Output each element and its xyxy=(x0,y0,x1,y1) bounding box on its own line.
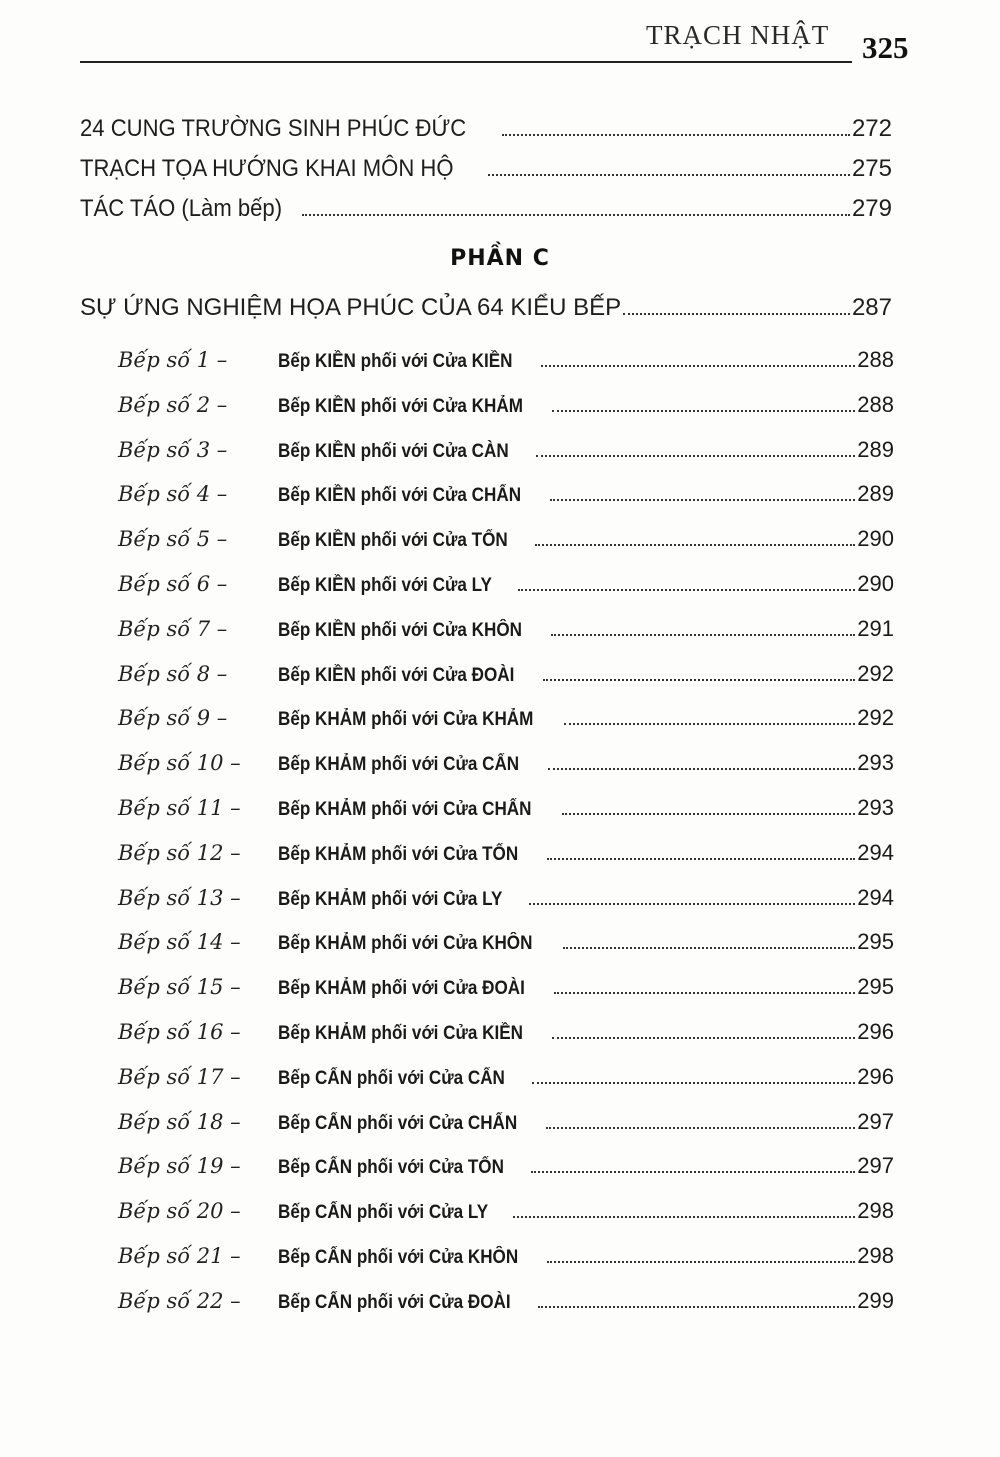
toc-entry xyxy=(118,1288,894,1314)
entry-page: 296 xyxy=(857,1019,894,1044)
entry-title: Bếp KIỀN phối với Cửa ĐOÀI xyxy=(278,664,515,686)
entry-title: Bếp KHẢM phối với Cửa TỐN xyxy=(278,843,519,865)
entry-page: 293 xyxy=(857,750,894,776)
entry-title: Bếp KIỀN phối với Cửa CHẤN xyxy=(278,485,522,507)
dot-leader xyxy=(623,313,850,315)
dot-leader xyxy=(552,1037,855,1039)
section-title-entry xyxy=(80,294,892,322)
entry-page: 297 xyxy=(857,1153,894,1179)
toc-entry xyxy=(80,195,892,223)
dot-leader xyxy=(532,1082,855,1084)
dot-leader xyxy=(563,947,856,949)
entry-page: 292 xyxy=(857,660,894,686)
dot-leader xyxy=(547,858,855,860)
entry-title: Bếp KIỀN phối với Cửa TỐN xyxy=(278,530,508,552)
toc-entry xyxy=(118,1153,894,1179)
entry-number: Bếp số 16 – xyxy=(118,1020,241,1044)
dot-leader xyxy=(488,174,850,176)
running-title: TRẠCH NHẬT xyxy=(646,20,830,50)
entry-number: Bếp số 14 – xyxy=(118,930,241,955)
toc-entry-title: 24 CUNG TRƯỜNG SINH PHÚC ĐỨC xyxy=(80,115,467,142)
page-number: 325 xyxy=(862,30,909,65)
toc-entry-page: 279 xyxy=(851,195,892,222)
entry-title: Bếp KIỀN phối với Cửa CÀN xyxy=(278,440,509,462)
dot-leader xyxy=(531,1171,855,1173)
toc-entry xyxy=(118,526,894,552)
entry-title: Bếp KHẢM phối với Cửa KHÔN xyxy=(278,933,533,955)
entry-title: Bếp KIỀN phối với Cửa KHÔN xyxy=(278,619,523,641)
entry-number: Bếp số 13 – xyxy=(118,885,241,910)
toc-entry-title: TRẠCH TỌA HƯỚNG KHAI MÔN HỘ xyxy=(80,155,454,182)
dot-leader xyxy=(562,813,856,815)
dot-leader xyxy=(536,455,855,457)
toc-entry xyxy=(118,974,894,1000)
entry-title: Bếp CẤN phối với Cửa TỐN xyxy=(278,1157,504,1179)
entry-title: Bếp KHẢM phối với Cửa CẤN xyxy=(278,754,520,776)
toc-entry xyxy=(118,437,894,463)
entry-title: Bếp CẤN phối với Cửa CẤN xyxy=(278,1067,505,1089)
entry-title: Bếp CẤN phối với Cửa ĐOÀI xyxy=(278,1291,511,1313)
entry-page: 291 xyxy=(857,615,894,641)
entry-title: Bếp KHẢM phối với Cửa KIỀN xyxy=(278,1023,523,1044)
entry-page: 296 xyxy=(857,1063,894,1089)
toc-entry xyxy=(80,115,892,143)
dot-leader xyxy=(535,544,855,546)
dot-leader xyxy=(546,1127,855,1129)
entry-number: Bếp số 17 – xyxy=(118,1064,241,1089)
entry-title: Bếp KIỀN phối với Cửa KIỀN xyxy=(278,351,513,372)
entry-page: 295 xyxy=(857,974,894,1000)
toc-entry xyxy=(118,705,894,731)
toc-entry-page: 275 xyxy=(851,155,892,182)
toc-entry xyxy=(118,750,894,776)
section-page: 287 xyxy=(851,294,892,321)
dot-leader xyxy=(547,1261,855,1263)
entry-page: 295 xyxy=(857,929,894,955)
entry-page: 288 xyxy=(857,391,894,417)
entry-page: 298 xyxy=(857,1243,894,1268)
entry-title: Bếp KHẢM phối với Cửa ĐOÀI xyxy=(278,978,525,1000)
entry-title: Bếp KHẢM phối với Cửa CHẤN xyxy=(278,799,532,820)
toc-entry xyxy=(118,1019,894,1045)
entry-page: 298 xyxy=(857,1198,894,1224)
entry-page: 289 xyxy=(857,481,894,507)
entry-number: Bếp số 18 – xyxy=(118,1109,241,1134)
entry-number: Bếp số 1 – xyxy=(118,348,228,372)
toc-entry-page: 272 xyxy=(851,115,892,142)
entry-page: 299 xyxy=(857,1287,894,1313)
entry-number: Bếp số 10 – xyxy=(118,751,241,776)
dot-leader xyxy=(513,1216,855,1218)
entry-number: Bếp số 12 – xyxy=(118,840,241,865)
entry-title: Bếp CẤN phối với Cửa KHÔN xyxy=(278,1247,519,1268)
entry-title: Bếp KIỀN phối với Cửa LY xyxy=(278,575,492,596)
entry-page: 288 xyxy=(857,347,894,372)
toc-entry xyxy=(118,795,894,821)
entry-title: Bếp KHẢM phối với Cửa LY xyxy=(278,888,503,910)
dot-leader xyxy=(502,134,850,136)
entry-page: 294 xyxy=(857,884,894,910)
dot-leader xyxy=(538,1306,855,1308)
toc-entry xyxy=(118,616,894,642)
entry-number: Bếp số 15 – xyxy=(118,975,241,1000)
entry-page: 290 xyxy=(857,571,894,596)
toc-entry-title: TÁC TÁO (Làm bếp) xyxy=(80,195,283,222)
toc-entry xyxy=(118,1064,894,1090)
entry-number: Bếp số 6 – xyxy=(118,572,228,596)
dot-leader xyxy=(541,365,856,367)
entry-number: Bếp số 4 – xyxy=(118,482,228,507)
dot-leader xyxy=(554,992,855,994)
entry-title: Bếp KIỀN phối với Cửa KHẢM xyxy=(278,395,523,417)
toc-entry xyxy=(80,155,892,183)
toc-entry xyxy=(118,840,894,866)
dot-leader xyxy=(543,679,856,681)
entry-page: 293 xyxy=(857,795,894,820)
header-rule xyxy=(80,61,852,63)
section-title: SỰ ỨNG NGHIỆM HỌA PHÚC CỦA 64 KIỂU BẾP xyxy=(80,294,622,321)
entry-number: Bếp số 19 – xyxy=(118,1154,241,1179)
entry-number: Bếp số 20 – xyxy=(118,1199,241,1224)
entry-number: Bếp số 2 – xyxy=(118,392,228,417)
toc-entry xyxy=(118,1243,894,1269)
toc-entry xyxy=(118,571,894,597)
entry-number: Bếp số 22 – xyxy=(118,1288,241,1313)
dot-leader xyxy=(529,903,855,905)
toc-entry xyxy=(118,481,894,507)
entry-page: 289 xyxy=(857,436,894,462)
entry-number: Bếp số 3 – xyxy=(118,437,228,462)
toc-entry xyxy=(118,661,894,687)
dot-leader xyxy=(551,634,855,636)
entry-number: Bếp số 8 – xyxy=(118,661,228,686)
dot-leader xyxy=(548,768,855,770)
toc-entry xyxy=(118,392,894,418)
dot-leader xyxy=(552,410,855,412)
entry-title: Bếp CẤN phối với Cửa LY xyxy=(278,1202,489,1224)
entry-page: 297 xyxy=(857,1108,894,1134)
entry-number: Bếp số 7 – xyxy=(118,616,228,641)
toc-entry xyxy=(118,347,894,373)
entry-page: 290 xyxy=(857,526,894,552)
entry-number: Bếp số 5 – xyxy=(118,527,228,552)
toc-entry xyxy=(118,1109,894,1135)
entry-title: Bếp KHẢM phối với Cửa KHẢM xyxy=(278,709,534,731)
toc-entry xyxy=(118,929,894,955)
entry-page: 294 xyxy=(857,839,894,865)
entry-page: 292 xyxy=(857,705,894,731)
dot-leader xyxy=(518,589,856,591)
toc-entry xyxy=(118,1198,894,1224)
section-heading: PHẦN C xyxy=(450,246,550,271)
toc-entry xyxy=(118,885,894,911)
entry-number: Bếp số 11 – xyxy=(118,796,241,820)
entry-number: Bếp số 9 – xyxy=(118,706,228,731)
entry-number: Bếp số 21 – xyxy=(118,1244,241,1268)
page-header xyxy=(0,0,1000,80)
entry-title: Bếp CẤN phối với Cửa CHẤN xyxy=(278,1112,518,1134)
dot-leader xyxy=(550,499,855,501)
dot-leader xyxy=(564,723,856,725)
dot-leader xyxy=(302,214,850,216)
